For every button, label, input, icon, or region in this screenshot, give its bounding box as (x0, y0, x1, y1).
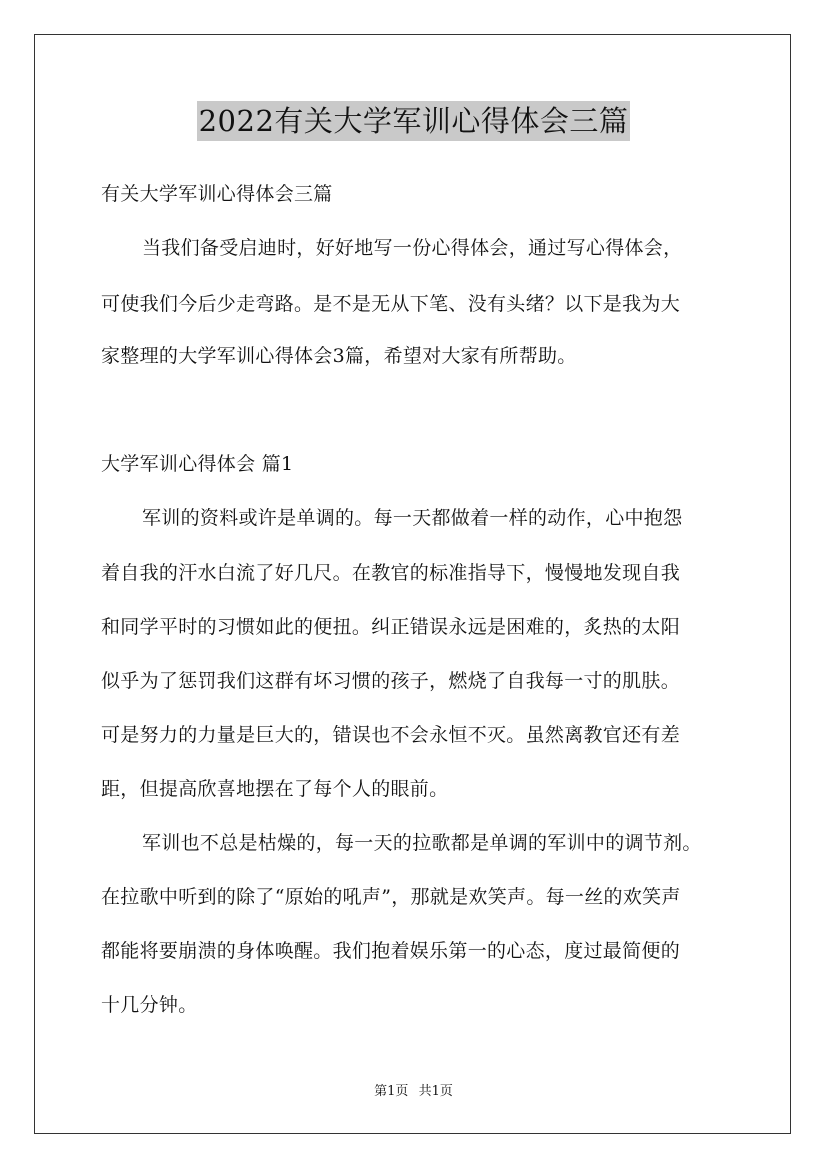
subtitle: 有关大学军训心得体会三篇 (101, 183, 333, 205)
section-heading: 大学军训心得体会 篇1 (101, 453, 294, 475)
paragraph-line: 和同学平时的习惯如此的便扭。纠正错误永远是困难的，炙热的太阳 (101, 616, 681, 638)
paragraph-line: 着自我的汗水白流了好几尺。在教官的标准指导下，慢慢地发现自我 (101, 562, 681, 584)
page-total: 共1页 (418, 1084, 453, 1099)
paragraph-line: 当我们备受启迪时，好好地写一份心得体会，通过写心得体会， (142, 237, 683, 259)
paragraph-line: 家整理的大学军训心得体会3篇，希望对大家有所帮助。 (101, 345, 577, 367)
paragraph-line: 可使我们今后少走弯路。是不是无从下笔、没有头绪？以下是我为大 (101, 293, 681, 315)
title-block (0, 101, 827, 141)
paragraph-line: 可是努力的力量是巨大的，错误也不会永恒不灭。虽然离教官还有差 (101, 724, 681, 746)
document-title: 2022有关大学军训心得体会三篇 (197, 101, 631, 141)
paragraph-line: 十几分钟。 (101, 994, 198, 1016)
paragraph-line: 都能将要崩溃的身体唤醒。我们抱着娱乐第一的心态，度过最简便的 (101, 940, 681, 962)
paragraph-line: 距，但提高欣喜地摆在了每个人的眼前。 (101, 778, 449, 800)
paragraph-line: 军训也不总是枯燥的，每一天的拉歌都是单调的军训中的调节剂。 (142, 832, 702, 854)
paragraph-line: 在拉歌中听到的除了“原始的吼声”，那就是欢笑声。每一丝的欢笑声 (101, 886, 681, 908)
paragraph-line: 军训的资料或许是单调的。每一天都做着一样的动作，心中抱怨 (142, 507, 683, 529)
page-footer (0, 1083, 827, 1101)
page-number: 第1页 (374, 1084, 409, 1099)
paragraph-line: 似乎为了惩罚我们这群有坏习惯的孩子，燃烧了自我每一寸的肌肤。 (101, 670, 681, 692)
